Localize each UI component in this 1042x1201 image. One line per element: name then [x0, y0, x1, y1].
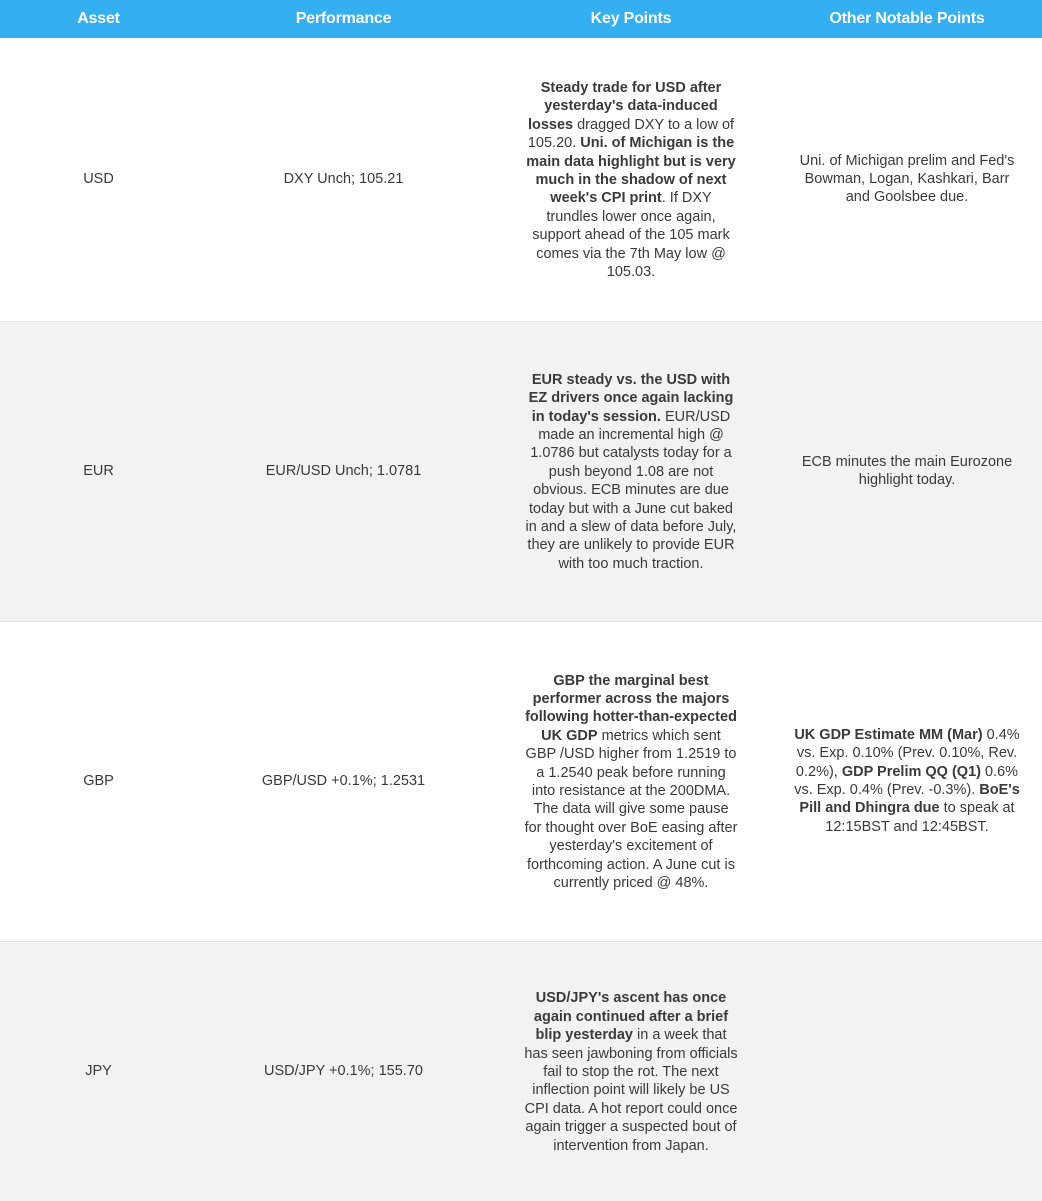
key-points-cell [490, 941, 772, 1201]
table-row [0, 38, 1042, 321]
other-notable-points-cell [772, 941, 1042, 1201]
text-segment: 0.4% vs. Exp. 0.10% (Prev. 0.10%, Rev. 0.2%), [795, 726, 1020, 780]
header-asset: Asset [0, 0, 197, 38]
bold-text-segment: BoE's Pill and Dhingra due [799, 782, 1020, 817]
table-row [0, 621, 1042, 941]
other-notable-points-cell [772, 621, 1042, 941]
table-header [0, 0, 1042, 38]
performance-cell: USD/JPY +0.1%; 155.70 [197, 941, 490, 1201]
other-notable-points-cell [772, 321, 1042, 621]
asset-cell: JPY [0, 941, 197, 1201]
bold-text-segment: UK GDP Estimate MM (Mar) [794, 726, 983, 743]
bold-text-segment: Uni. of Michigan is the main data highlight but is very much in the shadow of next week's CPI print [526, 135, 736, 207]
other-notable-points-cell [772, 38, 1042, 321]
text-segment: ECB minutes the main Eurozone highlight today. [801, 453, 1013, 488]
bold-text-segment: GBP the marginal best performer across the majors following hotter-than-expected UK GDP [525, 672, 737, 744]
text-segment: EUR/USD made an incremental high @ 1.0786 but catalysts today for a push beyond 1.08 are not obvious. ECB minutes are due today but with a June cut baked in and a slew of data before July, they are unlikely to provide EUR with too much traction. [525, 408, 737, 572]
text-segment: 0.6% vs. Exp. 0.4% (Prev. -0.3%). [794, 763, 1019, 798]
text-segment: to speak at 12:15BST and 12:45BST. [825, 800, 1015, 835]
table-row [0, 321, 1042, 621]
header-performance: Performance [197, 0, 490, 38]
key-points-cell [490, 621, 772, 941]
bold-text-segment: Steady trade for USD after yesterday's data-induced losses [527, 80, 722, 133]
asset-cell: GBP [0, 621, 197, 941]
text-segment: Uni. of Michigan prelim and Fed's Bowman, Logan, Kashkari, Barr and Goolsbee due. [799, 152, 1015, 206]
text-segment: in a week that has seen jawboning from officials fail to stop the rot. The next inflection point will likely be US CPI data. A hot report could once again trigger a suspected bout of intervention from Japan. [524, 1027, 738, 1154]
performance-cell: EUR/USD Unch; 1.0781 [197, 321, 490, 621]
bold-text-segment: GDP Prelim QQ (Q1) [841, 763, 981, 780]
performance-cell: DXY Unch; 105.21 [197, 38, 490, 321]
header-key-points: Key Points [490, 0, 772, 38]
key-points-cell [490, 38, 772, 321]
text-segment: dragged DXY to a low of 105.20. [527, 116, 735, 152]
text-segment: . If DXY trundles lower once again, support ahead of the 105 mark comes via the 7th May low @ 105.03. [532, 190, 730, 281]
bold-text-segment: USD/JPY's ascent has once again continued after a brief blip yesterday [533, 990, 729, 1044]
key-points-cell [490, 321, 772, 621]
asset-cell: USD [0, 38, 197, 321]
performance-cell: GBP/USD +0.1%; 1.2531 [197, 621, 490, 941]
header-other-notable-points: Other Notable Points [772, 0, 1042, 38]
bold-text-segment: EUR steady vs. the USD with EZ drivers once again lacking in today's session. [528, 371, 734, 425]
table-row [0, 941, 1042, 1201]
asset-cell: EUR [0, 321, 197, 621]
text-segment: metrics which sent GBP /USD higher from 1.2519 to a 1.2540 peak before running into resistance at the 200DMA. The data will give some pause for thought over BoE easing after yesterday's excitement of forthcoming action. A June cut is currently priced @ 48%. [524, 727, 738, 892]
